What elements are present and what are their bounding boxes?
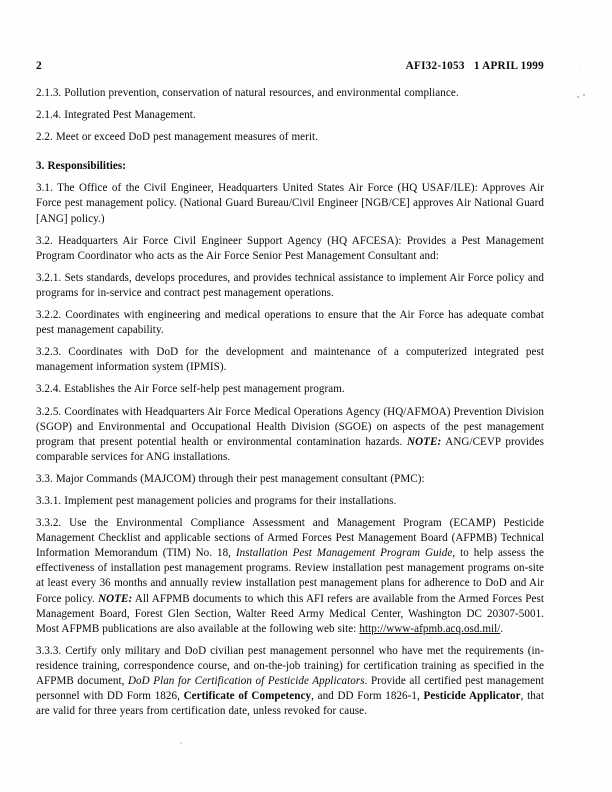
publication-title-dod-plan: DoD Plan for Certification of Pesticide Applicators	[127, 675, 365, 687]
paragraph-3-2-4: 3.2.4. Establishes the Air Force self-help pest management program.	[36, 383, 345, 396]
paragraph-2-1-4: 2.1.4. Integrated Pest Management.	[36, 109, 196, 122]
paragraph-3-2-1: 3.2.1. Sets standards, develops procedures, and provides technical assistance to implement Air Force policy and programs for in-service and contract pest management operations.	[36, 271, 544, 299]
paragraph-3-2-5-note-text: ANG/CEVP provides comparable services for ANG installations.	[36, 435, 544, 463]
paragraph-2-2: 2.2. Meet or exceed DoD pest management measures of merit.	[36, 131, 318, 144]
scan-artifact	[583, 94, 585, 96]
paragraph-3-3-2-text-d: .	[500, 622, 504, 635]
scan-artifact	[577, 96, 579, 98]
paragraph-3-2: 3.2. Headquarters Air Force Civil Engineer Support Agency (HQ AFCESA): Provides a Pest Management Program Coordinator who acts as the Air Force Senior Pest Management Consultant and:	[36, 234, 544, 262]
section-heading-3: 3. Responsibilities:	[36, 160, 126, 173]
publication-title-tim18: Installation Pest Management Program Guide	[235, 547, 453, 560]
page-header	[36, 60, 544, 78]
paragraph-3-3-3-text-b: . Provide all certified pest management personnel with DD Form 1826,	[36, 675, 544, 703]
paragraph-3-3-2	[36, 516, 544, 637]
note-label: NOTE:	[407, 435, 442, 448]
scan-artifact	[180, 742, 182, 744]
scan-artifact	[580, 68, 581, 69]
paragraph-3-2-2: 3.2.2. Coordinates with engineering and medical operations to ensure that the Air Force has adequate combat pest management capability.	[36, 309, 544, 337]
paragraph-3-3-1: 3.3.1. Implement pest management policies and programs for their installations.	[36, 494, 397, 507]
paragraph-3-3-3	[36, 644, 544, 719]
paragraph-3-3-3-text-d: , that are valid for three years from certification date, unless revoked for cause.	[36, 690, 544, 718]
paragraph-3-2-5	[36, 405, 544, 465]
paragraph-2-1-3: 2.1.3. Pollution prevention, conservation of natural resources, and environmental compliance.	[36, 87, 459, 99]
paragraph-3-3-3-text-c: , and DD Form 1826-1,	[311, 690, 424, 703]
paragraph-3-3: 3.3. Major Commands (MAJCOM) through their pest management consultant (PMC):	[36, 472, 425, 485]
paragraph-3-3-2-text-a: 3.3.2. Use the Environmental Compliance Assessment and Management Program (ECAMP) Pesticide Management Checklist and applicable sections of Armed Forces Pest Management Board (AFPMB) Technical Information Memorandum (TIM) No. 18,	[36, 517, 544, 560]
paragraph-3-2-3: 3.2.3. Coordinates with DoD for the development and maintenance of a computerized integrated pest management information system (IPMIS).	[36, 346, 544, 374]
header-reference: AFI32-1053 1 APRIL 1999	[405, 60, 544, 72]
note-label: NOTE:	[98, 592, 133, 605]
paragraph-3-1: 3.1. The Office of the Civil Engineer, Headquarters United States Air Force (HQ USAF/ILE): Approves Air Force pest management policy. (National Guard Bureau/Civil Engineer [NGB/CE] approves Air National Guard [ANG] policy.)	[36, 182, 544, 225]
document-body	[36, 86, 544, 719]
paragraph-3-3-2-text-b: , to help assess the effectiveness of installation pest management programs. Review installation pest management programs on-site at least every 36 months and annually review installation pest management plans for adherence to DoD and Air Force policy.	[36, 547, 544, 605]
paragraph-3-2-5-text: 3.2.5. Coordinates with Headquarters Air Force Medical Operations Agency (HQ/AFMOA) Prevention Division (SGOP) and Environmental and Occupational Health Division (SGOE) on aspects of the pest management program that present potential health or environmental contamination hazards.	[36, 405, 544, 448]
paragraph-3-3-2-text-c: All AFPMB documents to which this AFI refers are available from the Armed Forces Pest Management Board, Forest Glen Section, Walter Reed Army Medical Center, Washington DC 20307-5001. Most AFPMB publications are also available at the following web site:	[36, 592, 544, 635]
afpmb-web-site-link[interactable]: http://www-afpmb.acq.osd.mil/	[359, 622, 501, 635]
paragraph-3-3-3-text-a: 3.3.3. Certify only military and DoD civilian pest management personnel who have met the requirements (in-residence training, correspondence course, and on-the-job training) for certification training as specified in the AFPMB document,	[36, 644, 544, 687]
form-title-pesticide-applicator: Pesticide Applicator	[423, 690, 521, 703]
form-title-certificate-of-competency: Certificate of Competency	[183, 690, 312, 703]
page-number: 2	[36, 60, 42, 72]
